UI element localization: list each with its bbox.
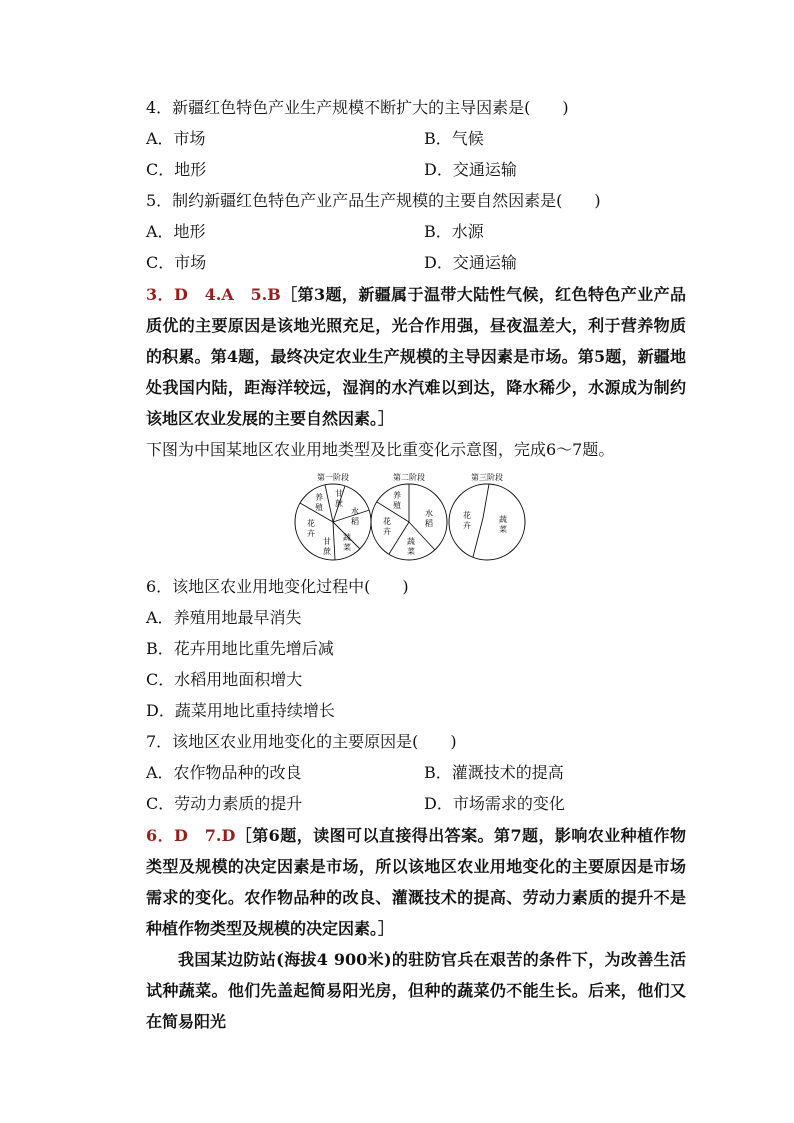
q5-stem: 5．制约新疆红色特色产业产品生产规模的主要自然因素是( ) — [146, 191, 601, 210]
stage2-label-part: 卉 — [383, 527, 391, 536]
stage1-label-part: 蔗 — [335, 499, 343, 508]
stage1-divider — [325, 485, 333, 522]
answer-text-6-7: ［第6题，读图可以直接得出答案。第7题，影响农业种植作物类型及规模的决定因素是市场，所以该地区农业用地变化的主要原因是市场需求的变化。农作物品种的改良、灌溉技术的提高、劳动力素质的提升不是种植作物类型及规模的决定因素。］ — [146, 826, 686, 938]
q4-option-b: B．气候 — [424, 129, 484, 148]
stage2-label-part: 养 — [393, 491, 401, 500]
stage2-label-养殖 — [393, 490, 401, 510]
stage2-label-part: 水 — [425, 509, 433, 518]
intro-6-7: 下图为中国某地区农业用地类型及比重变化示意图，完成6～7题。 — [146, 440, 615, 459]
stage2-label-蔬菜 — [407, 536, 415, 556]
stage1-label-part: 稻 — [351, 517, 359, 526]
stage3-label-part: 花 — [463, 511, 471, 520]
q7-stem: 7．该地区农业用地变化的主要原因是( ) — [146, 732, 457, 751]
q4-stem: 4．新疆红色特色产业生产规模不断扩大的主导因素是( ) — [146, 98, 569, 117]
q7-option-a: A．农作物品种的改良 — [146, 763, 302, 782]
q4-option-a: A．市场 — [146, 129, 206, 148]
stage1-label-part: 水 — [351, 507, 359, 516]
stage1-label-part: 卉 — [307, 529, 315, 538]
stage1-label-part: 花 — [307, 519, 315, 528]
stage2-label-水稻 — [425, 508, 433, 528]
q4-option-d: D．交通运输 — [424, 160, 517, 179]
stage3-label-蔬菜 — [499, 514, 507, 534]
answer-key-6-7: 6．D 7.D — [146, 826, 236, 845]
stage1-label-part: 蔗 — [323, 547, 331, 556]
q6-option-d: D．蔬菜用地比重持续增长 — [146, 701, 335, 720]
stage1-label-part: 养 — [315, 493, 323, 502]
q6-stem: 6．该地区农业用地变化过程中( ) — [146, 577, 409, 596]
stage3-divider — [473, 484, 489, 557]
q5-option-d: D．交通运输 — [424, 253, 517, 272]
stage2-label-part: 蔬 — [407, 537, 415, 546]
stage1-label-蔬菜 — [343, 532, 351, 552]
stage1-label-part: 殖 — [315, 503, 323, 512]
stage3-label-花卉 — [463, 510, 471, 530]
answer-text-3-5: ［第3题，新疆属于温带大陆性气候，红色特色产业产品质优的主要原因是该地光照充足，光合作用强，昼夜温差大，利于营养物质的积累。第4题，最终决定农业生产规模的主导因素是市场。第5题，新疆地处我国内陆，距海洋较远，湿润的水汽难以到达，降水稀少，水源成为制约该地区农业发展的主要自然因素。］ — [146, 285, 686, 428]
q5-option-c: C．市场 — [146, 253, 207, 272]
q4-option-c: C．地形 — [146, 160, 207, 179]
stage1-label-花卉 — [307, 518, 315, 538]
q6-option-b: B．花卉用地比重先增后减 — [146, 639, 334, 658]
q7-option-b: B．灌溉技术的提高 — [424, 763, 564, 782]
stage2-title: 第二阶段 — [393, 473, 425, 482]
stage2-pie — [371, 472, 447, 560]
answer-key-3-5: 3．D 4.A 5.B — [146, 285, 281, 304]
stage1-label-养殖 — [315, 492, 323, 512]
answer-explanation-6-7 — [146, 820, 686, 944]
stage1-label-甘蔗-bottom — [323, 536, 332, 556]
stage2-label-part: 殖 — [393, 501, 401, 510]
stage3-label-part: 卉 — [463, 521, 471, 530]
q6-option-a: A．养殖用地最早消失 — [146, 608, 302, 627]
stage1-divider — [333, 522, 335, 560]
q5-option-b: B．水源 — [424, 222, 484, 241]
material-paragraph: 我国某边防站(海拔4 900米)的驻防官兵在艰苦的条件下，为改善生活试种蔬菜。他们先盖起简易阳光房，但种的蔬菜仍不能生长。后来，他们又在简易阳光 — [146, 950, 686, 1031]
stage1-label-part: 甘 — [323, 537, 331, 546]
stage3-label-part: 菜 — [499, 525, 507, 534]
stage2-label-part: 花 — [383, 517, 391, 526]
answer-explanation-3-5 — [146, 279, 686, 434]
q5-option-a: A．地形 — [146, 222, 206, 241]
land-use-figure — [285, 470, 535, 566]
stage2-label-part: 稻 — [425, 519, 433, 528]
stage1-label-part: 蔬 — [343, 533, 351, 542]
stage1-label-甘蔗-top — [335, 488, 344, 508]
stage1-label-part: 甘 — [335, 489, 343, 498]
stage2-divider — [389, 522, 409, 554]
stage2-label-花卉 — [383, 516, 391, 536]
stage3-label-part: 蔬 — [499, 515, 507, 524]
stage3-pie — [449, 472, 525, 560]
stage1-title: 第一阶段 — [317, 473, 349, 482]
q7-option-d: D．市场需求的变化 — [424, 794, 565, 813]
q6-option-c: C．水稻用地面积增大 — [146, 670, 303, 689]
stage3-title: 第三阶段 — [471, 473, 503, 482]
stage1-label-part: 菜 — [343, 543, 351, 552]
q7-option-c: C．劳动力素质的提升 — [146, 794, 303, 813]
stage2-label-part: 菜 — [407, 547, 415, 556]
stage1-pie — [295, 472, 371, 560]
